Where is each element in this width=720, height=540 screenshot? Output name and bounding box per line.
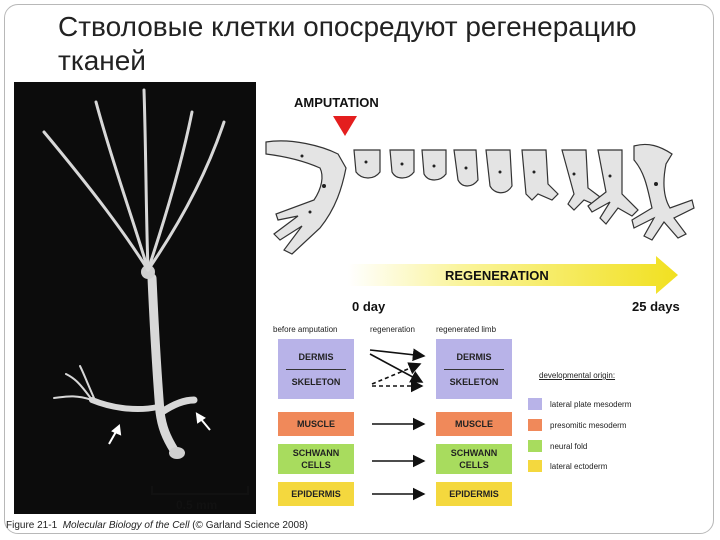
legend-label: neural fold <box>550 441 588 451</box>
slide-title: Стволовые клетки опосредуют регенерацию тканей <box>58 11 637 76</box>
after-skeleton-label: SKELETON <box>449 376 499 387</box>
legend-swatch <box>528 460 542 472</box>
regeneration-header: regeneration <box>370 325 415 334</box>
day-start-label: 0 day <box>352 299 386 314</box>
hydra-photo <box>14 82 256 514</box>
legend-item <box>528 440 587 452</box>
legend-item <box>528 460 607 472</box>
after-dermis-label: DERMIS <box>456 351 492 362</box>
before-muscle-label: MUSCLE <box>297 419 335 429</box>
legend-swatch <box>528 440 542 452</box>
before-muscle-box <box>278 412 354 436</box>
regeneration-arrows <box>364 336 434 512</box>
after-divider <box>444 369 504 370</box>
after-schwann-box <box>436 444 512 474</box>
after-dermis-skeleton-box <box>436 339 512 399</box>
before-schwann-box <box>278 444 354 474</box>
scale-bar <box>150 484 250 496</box>
after-schwann-label-1: SCHWANN <box>450 448 498 458</box>
after-schwann-label-2: CELLS <box>459 460 489 470</box>
after-epidermis-box <box>436 482 512 506</box>
caption-prefix: Figure 21-1 <box>6 520 58 531</box>
day-end-label: 25 days <box>632 299 680 314</box>
before-dermis-label: DERMIS <box>298 351 334 362</box>
legend-item <box>528 419 626 431</box>
legend-swatch <box>528 419 542 431</box>
after-muscle-label: MUSCLE <box>455 419 493 429</box>
figure-caption <box>6 520 308 531</box>
after-epidermis-label: EPIDERMIS <box>449 489 499 499</box>
regenerated-limb-header: regenerated limb <box>436 325 497 334</box>
regeneration-label: REGENERATION <box>445 268 549 283</box>
caption-book: Molecular Biology of the Cell <box>62 520 190 531</box>
after-muscle-box <box>436 412 512 436</box>
before-divider <box>286 369 346 370</box>
before-epidermis-label: EPIDERMIS <box>291 489 341 499</box>
before-schwann-label-1: SCHWANN <box>292 448 340 458</box>
amputation-label: AMPUTATION <box>294 95 379 110</box>
before-amputation-header: before amputation <box>273 325 338 334</box>
caption-suffix: (© Garland Science 2008) <box>192 520 308 531</box>
legend-label: lateral plate mesoderm <box>550 399 632 409</box>
before-dermis-skeleton-box <box>278 339 354 399</box>
legend-label: lateral ectoderm <box>550 461 608 471</box>
legend-item <box>528 398 631 410</box>
scale-label: 0.5 mm <box>176 498 218 512</box>
before-skeleton-label: SKELETON <box>291 376 341 387</box>
before-epidermis-box <box>278 482 354 506</box>
legend-title: developmental origin: <box>539 371 616 380</box>
before-schwann-label-2: CELLS <box>301 460 331 470</box>
legend-label: presomitic mesoderm <box>550 420 627 430</box>
legend-swatch <box>528 398 542 410</box>
